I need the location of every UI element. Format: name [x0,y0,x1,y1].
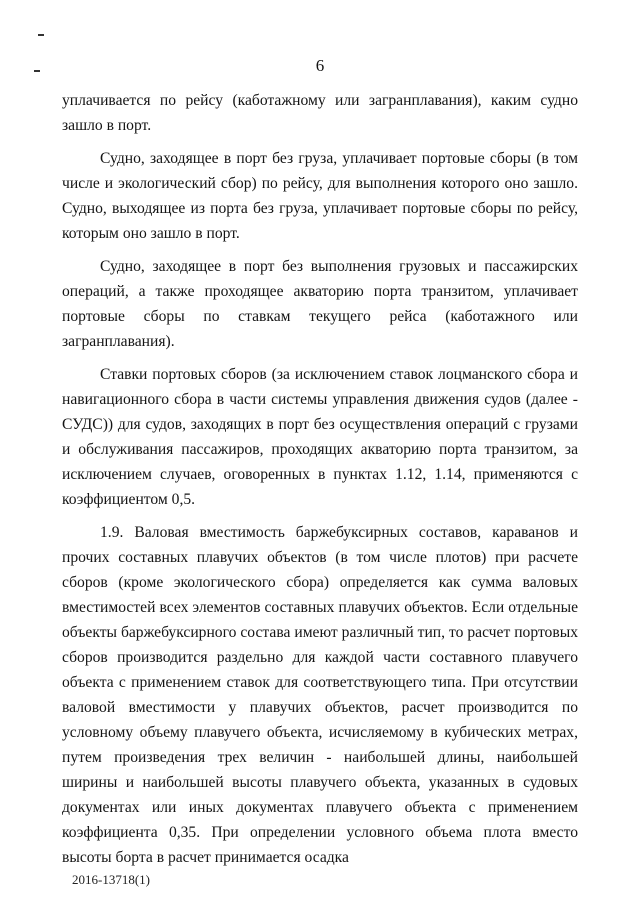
paragraph-continuation: уплачивается по рейсу (каботажному или загранплавания), каким судно зашло в порт. [62,92,578,134]
document-code: 2016-13718(1) [72,872,150,887]
paragraph-empty-vessel: Судно, заходящее в порт без груза, уплачивает портовые сборы (в том числе и экологический сбор) по рейсу, для выполнения которого оно зашло. Судно, выходящее из порта без груза, уплачивает портовые сборы по рейсу, которым оно зашло в порт. [62,150,578,242]
page-number: 6 [315,56,325,75]
paragraph-rates: Ставки портовых сборов (за исключением ставок лоцманского сбора и навигационного сбора в части системы управления движения судов (далее - СУДС)) для судов, заходящих в порт без осуществления операций с грузами и обслуживания пассажиров, проходящих акваторию порта транзитом, за исключением случаев, оговоренных в пунктах 1.12, 1.14, применяются с коэффициентом 0,5. [62,366,578,508]
paragraph-section-1-9: 1.9. Валовая вместимость баржебуксирных составов, караванов и прочих составных плавучих объектов (в том числе плотов) при расчете сборов (кроме экологического сбора) определяется как сумма валовых вместимостей всех элементов составных плавучих объектов. Если отдельные объекты баржебуксирного состава имеют различный тип, то расчет портовых сборов производится раздельно для каждой части составного плавучего объекта с применением ставок для соответствующего типа. При отсутствии валовой вместимости у плавучих объектов, расчет производится по условному объему плавучего объекта, исчисляемому в кубических метрах, путем произведения трех величин - наибольшей длины, наибольшей ширины и наибольшей высоты плавучего объекта, указанных в судовых документах или иных документах плавучего объекта с применением коэффициента 0,35. При определении условного объема плота вместо высоты борта в расчет принимается осадка [62,524,578,866]
paragraph-transit: Судно, заходящее в порт без выполнения грузовых и пассажирских операций, а также проходящее акваторию порта транзитом, уплачивает портовые сборы по ставкам текущего рейса (каботажного или загранплавания). [62,258,578,350]
scan-mark-top [38,34,44,36]
document-body [62,88,578,878]
